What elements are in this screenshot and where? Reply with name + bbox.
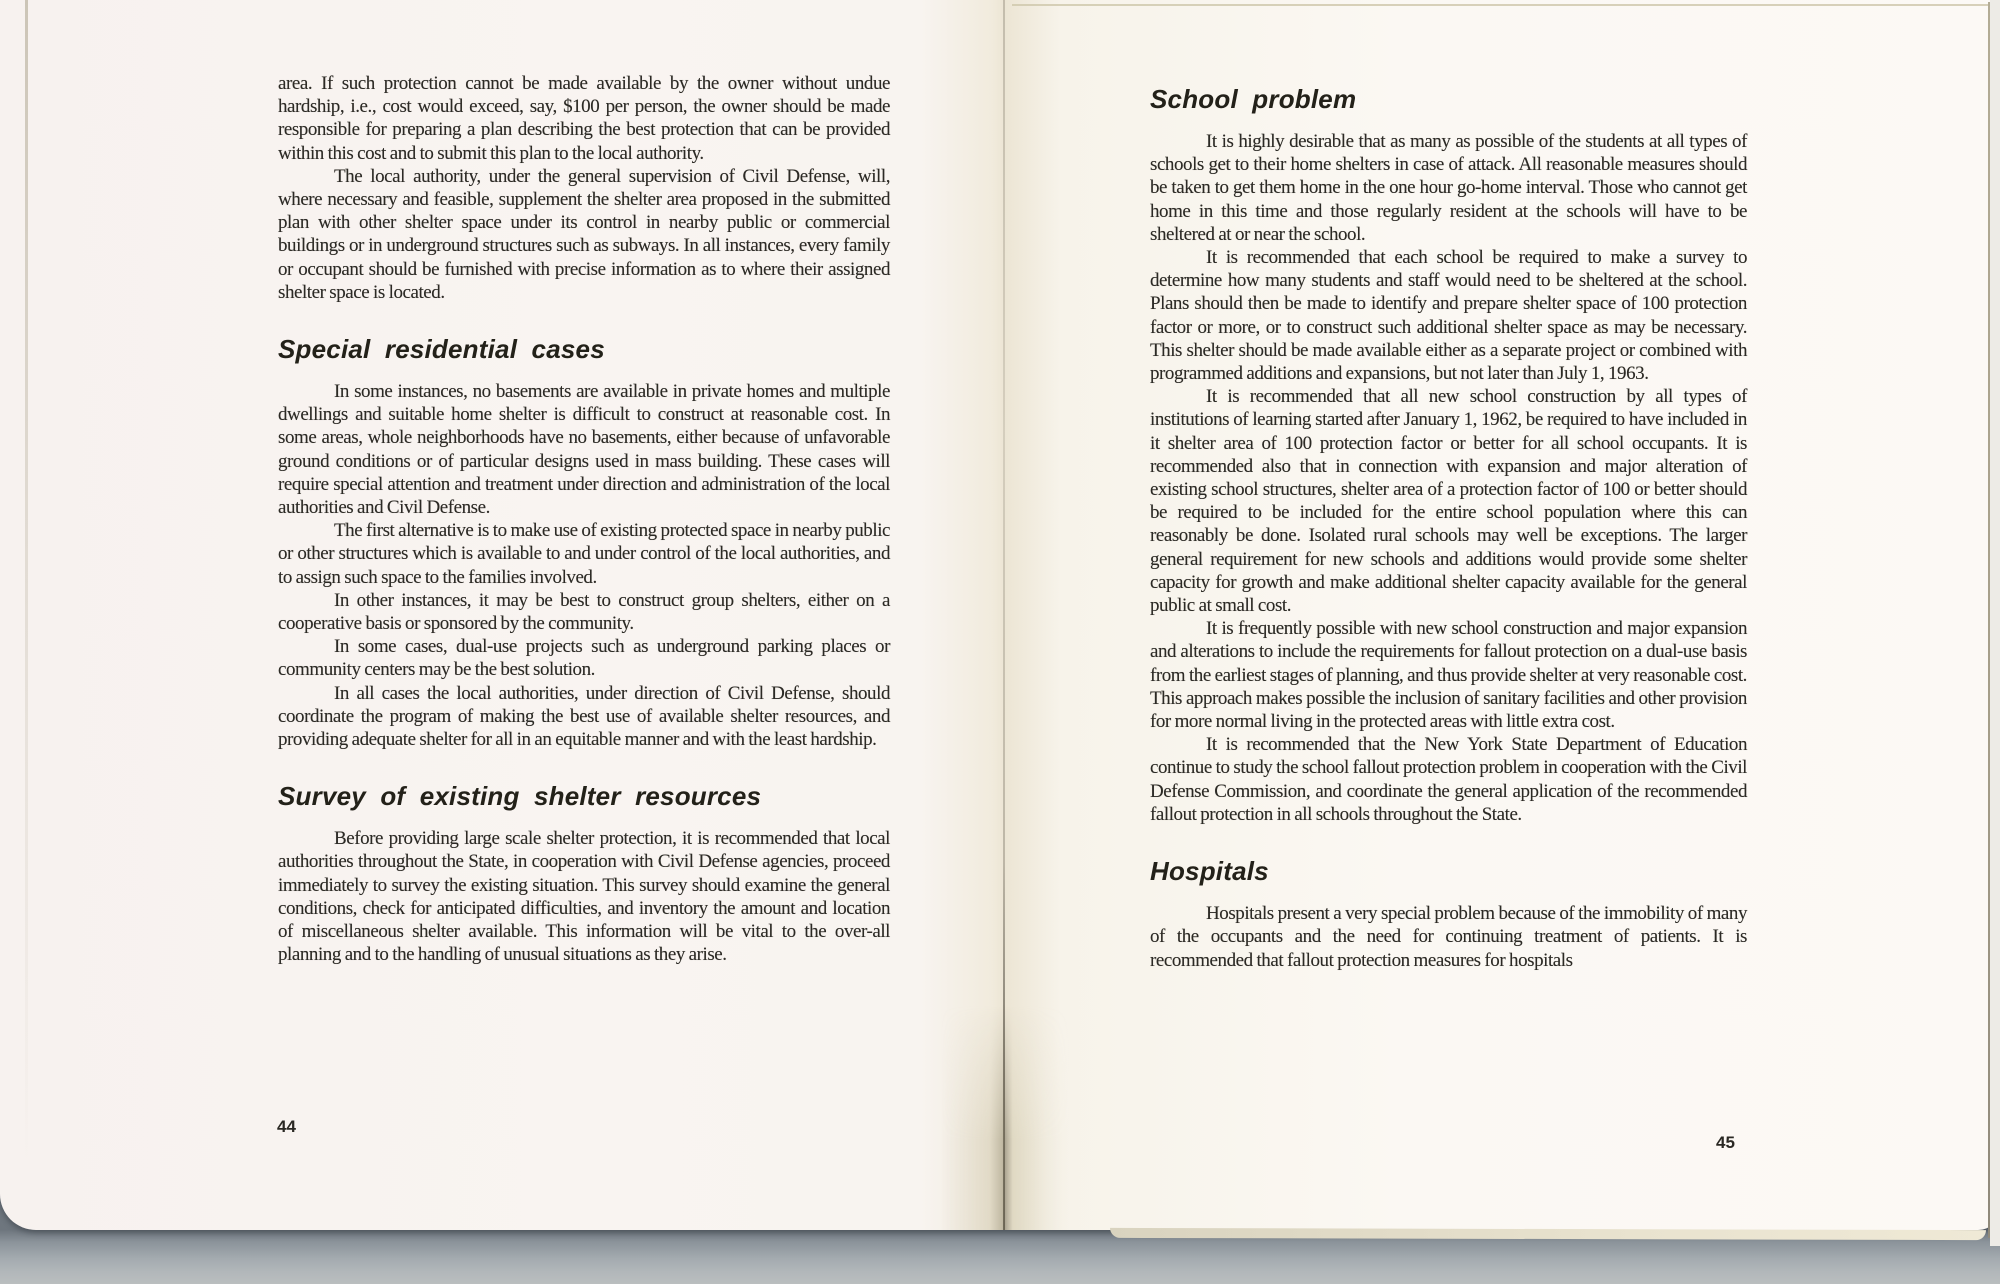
paragraph: Hospitals present a very special problem because of the immobility of many of the occupants and the need for continuing treatment of patients. It is recommended that fallout protection measures for hospitals — [1150, 903, 1747, 971]
page-number-right: 45 — [1716, 1133, 1735, 1152]
page-number-left: 44 — [277, 1117, 296, 1136]
section-heading-special-residential-cases: Special residential cases — [278, 334, 605, 365]
section-heading-school-problem: School problem — [1150, 84, 1357, 114]
gutter-shadow — [940, 1005, 1070, 1230]
paragraph: It is recommended that all new school construction by all types of institutions of learning started after January 1, 1962, be required to have included in it shelter area of 100 protection factor or better for all school occupants. It is recommended also that in connection with expansion and major alteration of existing school structures, shelter area of a protection factor of 100 or better should be required to be included for the entire school population where this can reasonably be done. Isolated rural schools may well be exceptions. The larger general requirement for new schools and additions would provide some shelter capacity for growth and make additional shelter capacity available for the general public at small cost. — [1150, 386, 1747, 617]
paragraph: It is highly desirable that as many as possible of the students at all types of schools get to their home shelters in case of attack. All reasonable measures should be taken to get them home in the one hour go-home interval. Those who cannot get home in this time and those regularly resident at the schools will have to be sheltered at or near the school. — [1150, 131, 1747, 245]
page-top-edge — [1012, 4, 1988, 6]
paragraph: area. If such protection cannot be made available by the owner without undue hardship, i.e., cost would exceed, say, $100 per person, the owner should be made responsible for preparing a plan describing the best protection that can be provided within this cost and to submit this plan to the local authority. — [278, 73, 890, 164]
section-heading-hospitals: Hospitals — [1150, 856, 1269, 887]
paragraph: The first alternative is to make use of existing protected space in nearby public or other structures which is available to and under control of the local authorities, and to assign such space to the families involved. — [278, 520, 890, 588]
page-stack-edge — [1990, 0, 2000, 1246]
paragraph: In other instances, it may be best to construct group shelters, either on a cooperative basis or sponsored by the community. — [278, 589, 890, 635]
underlying-page-edge — [1110, 1228, 1986, 1240]
paragraph: In some cases, dual-use projects such as underground parking places or community centers may be the best solution. — [278, 636, 890, 681]
paragraph: It is recommended that each school be required to make a survey to determine how many students and staff would need to be sheltered at the school. Plans should then be made to identify and prepare shelter space of 100 protection factor or more, or to construct such additional shelter space as may be necessary. This shelter should be made available either as a separate project or combined with programmed additions and expansions, but not later than July 1, 1963. — [1150, 247, 1747, 385]
page-right — [1150, 84, 1747, 972]
paragraph: It is frequently possible with new school construction and major expansion and alterations to include the requirements for fallout protection on a dual-use basis from the earliest stages of planning, and thus provide shelter at very reasonable cost. This approach makes possible the inclusion of sanitary facilities and other provision for more normal living in the protected areas with little extra cost. — [1150, 618, 1747, 733]
paragraph: In all cases the local authorities, under direction of Civil Defense, should coordinate the program of making the best use of available shelter resources, and providing adequate shelter for all in an equitable manner and with the least hardship. — [278, 682, 890, 751]
paragraph: It is recommended that the New York State Department of Education continue to study the school fallout protection problem in cooperation with the Civil Defense Commission, and coordinate the general application of the recommended fallout protection in all schools throughout the State. — [1150, 734, 1747, 825]
page-left — [278, 72, 890, 967]
left-page-edge-crease — [25, 0, 28, 1165]
paragraph: In some instances, no basements are available in private homes and multiple dwellings and suitable home shelter is difficult to construct at reasonable cost. In some areas, whole neighborhoods have no basements, either because of unfavorable ground conditions or of particular designs used in mass building. These cases will require special attention and treatment under direction and administration of the local authorities and Civil Defense. — [278, 381, 890, 519]
section-heading-survey-of-existing-shelter-resources: Survey of existing shelter resources — [278, 781, 762, 812]
paragraph: Before providing large scale shelter protection, it is recommended that local authorities throughout the State, in cooperation with Civil Defense agencies, proceed immediately to survey the existing situation. This survey should examine the general conditions, check for anticipated difficulties, and inventory the amount and location of miscellaneous shelter available. This information will be vital to the over-all planning and to the handling of unusual situations as they arise. — [278, 828, 890, 966]
paragraph: The local authority, under the general supervision of Civil Defense, will, where necessary and feasible, supplement the shelter area proposed in the submitted plan with other shelter space under its control in nearby public or commercial buildings or in underground structures such as subways. In all instances, every family or occupant should be furnished with precise information as to where their assigned shelter space is located. — [278, 165, 890, 303]
